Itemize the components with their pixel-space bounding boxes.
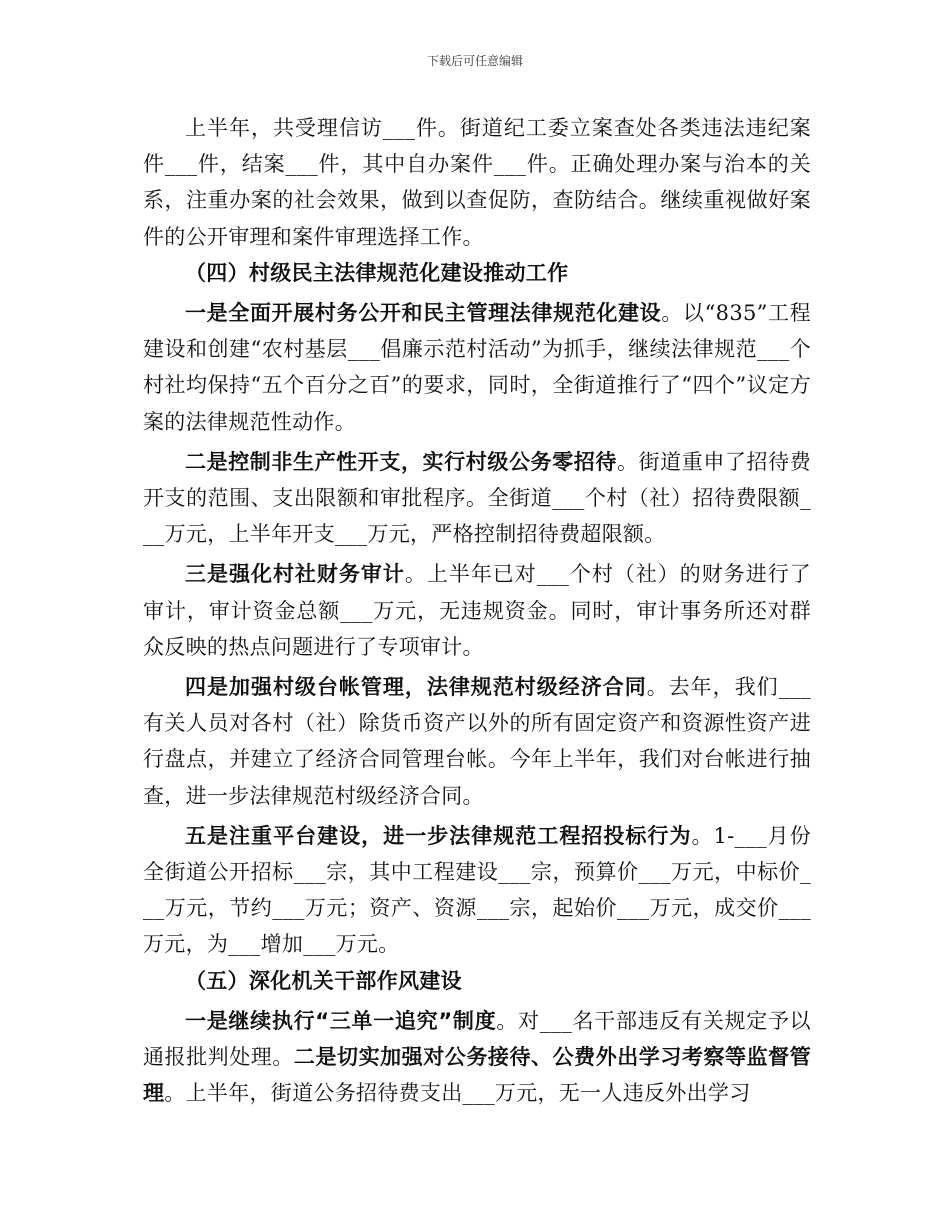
paragraph-ledger (143, 669, 811, 814)
bold-lead: 四是加强村级台帐管理，法律规范村级经济合同 (185, 675, 647, 700)
paragraph-petitions: 上半年，共受理信访___件。街道纪工委立案查处各类违法违纪案件___件，结案___件，其中自办案件___件。正确处理办案与治本的关系，注重办案的社会效果，做到以查促防，查防结合。继续重视做好案件的公开审理和案件审理选择工作。 (143, 116, 811, 249)
paragraph-text: 。街道重申了招待费开支的范围、支出限额和审批程序。全街道___个村（社）招待费限额___万元，上半年开支___万元，严格控制招待费超限额。 (143, 449, 812, 547)
paragraph-text: 。对___名干部违反有关规定予以通报批判处理。 (143, 1008, 811, 1070)
paragraph-audit (143, 556, 811, 665)
page-header: 下载后可任意编辑 (426, 54, 523, 68)
paragraph-village-affairs (143, 295, 811, 440)
bold-lead: 三是强化村社财务审计 (185, 562, 405, 587)
document-body (143, 110, 811, 1111)
bold-lead-2: 二是切实加强对公务接待、公费外出学习考察等监督管理 (143, 1045, 811, 1106)
bold-lead: 一是继续执行“三单一追究”制度 (185, 1008, 497, 1033)
bold-lead: 五是注重平台建设，进一步法律规范工程招投标行为 (185, 823, 692, 848)
section-heading-5: （五）深化机关干部作风建设 (185, 968, 462, 993)
paragraph-bidding (143, 818, 811, 963)
paragraph-text: 。去年，我们___有关人员对各村（社）除货币资产以外的所有固定资产和资源性资产进行盘点，并建立了经济合同管理台帐。今年上半年，我们对台帐进行抽查，进一步法律规范村级经济合同。 (143, 675, 811, 808)
bold-lead: 二是控制非生产性开支，实行村级公务零招待 (185, 449, 617, 474)
bold-lead: 一是全面开展村务公开和民主管理法律规范化建设 (185, 301, 662, 326)
paragraph-text: 。1-___月份全街道公开招标___宗，其中工程建设___宗，预算价___万元，中标价___万元，节约___万元；资产、资源___宗，起始价___万元，成交价___万元，为___增加___万元。 (143, 823, 812, 957)
paragraph-text: 。以“835”工程建设和创建“农村基层___倡廉示范村活动”为抓手，继续法律规范___个村社均保持“五个百分之百”的要求，同时，全街道推行了“四个”议定方案的法律规范性动作。 (143, 301, 812, 434)
paragraph-text-2: 。上半年，街道公务招待费支出___万元，无一人违反外出学习 (164, 1081, 751, 1106)
paragraph-text: 。上半年已对___个村（社）的财务进行了审计，审计资金总额___万元，无违规资金。同时，审计事务所还对群众反映的热点问题进行了专项审计。 (143, 562, 812, 659)
paragraph-expenses (143, 444, 811, 553)
paragraph-conduct (143, 1003, 811, 1112)
section-heading-4: （四）村级民主法律规范化建设推动工作 (185, 260, 569, 285)
